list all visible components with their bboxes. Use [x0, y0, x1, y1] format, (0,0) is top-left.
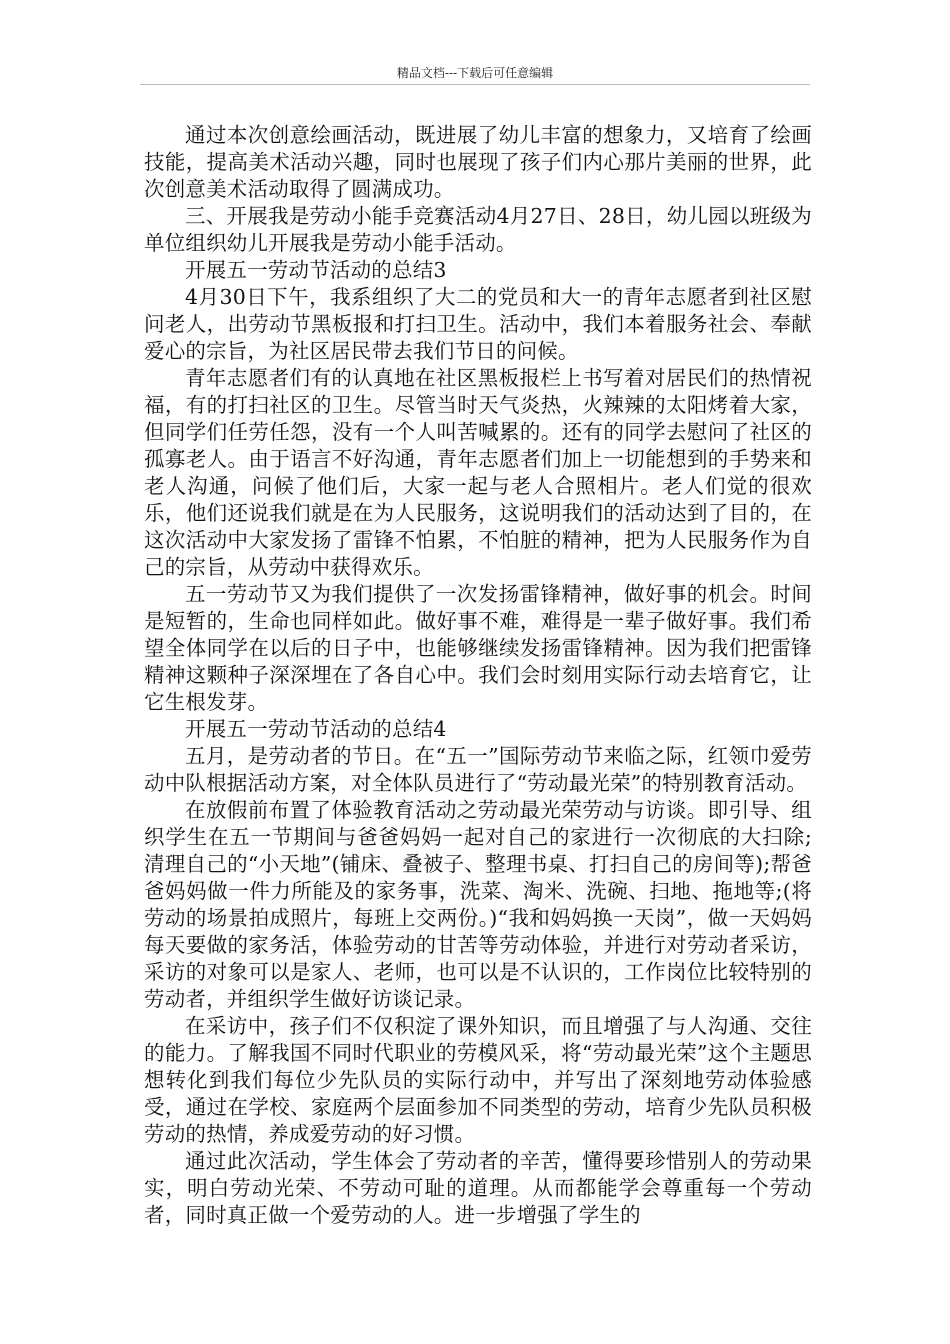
- section-heading-summary-3: 开展五一劳动节活动的总结3: [185, 258, 447, 282]
- paragraph-art-activity-summary: 通过本次创意绘画活动，既进展了幼儿丰富的想象力，又培育了绘画技能，提高美术活动兴趣，同时也展现了孩子们内心那片美丽的世界，此次创意美术活动取得了圆满成功。: [144, 123, 812, 201]
- header-divider: [140, 84, 810, 85]
- paragraph-conclusion: 通过此次活动，学生体会了劳动者的辛苦，懂得要珍惜别人的劳动果实，明白劳动光荣、不劳动可耻的道理。从而都能学会尊重每一个劳动者，同时真正做一个爱劳动的人。进一步增强了学生的: [144, 1149, 812, 1227]
- page-header: 精品文档---下载后可任意编辑: [396, 66, 554, 80]
- paragraph-interviews: 在采访中，孩子们不仅积淀了课外知识，而且增强了与人沟通、交往的能力。了解我国不同时代职业的劳模风采，将“劳动最光荣”这个主题思想转化到我们每位少先队员的实际行动中，并写出了深刻地劳动体验感受，通过在学校、家庭两个层面参加不同类型的劳动，培育少先队员积极劳动的热情，养成爱劳动的好习惯。: [144, 1014, 812, 1146]
- paragraph-volunteers: 青年志愿者们有的认真地在社区黑板报栏上书写着对居民们的热情祝福，有的打扫社区的卫生。尽管当时天气炎热，火辣辣的太阳烤着大家，但同学们任劳任怨，没有一个人叫苦喊累的。还有的同学去慰问了社区的孤寡老人。由于语言不好沟通，青年志愿者们加上一切能想到的手势来和老人沟通，问候了他们后，大家一起与老人合照相片。老人们觉的很欢乐，他们还说我们就是在为人民服务，这说明我们的活动达到了目的，在这次活动中大家发扬了雷锋不怕累，不怕脏的精神，把为人民服务作为自己的宗旨，从劳动中获得欢乐。: [144, 366, 812, 579]
- paragraph-holiday-tasks: 在放假前布置了体验教育活动之劳动最光荣劳动与访谈。即引导、组织学生在五一节期间与爸爸妈妈一起对自己的家进行一次彻底的大扫除;清理自己的“小天地”(铺床、叠被子、整理书桌、打扫自己的房间等);帮爸爸妈妈做一件力所能及的家务事，洗菜、淘米、洗碗、扫地、拖地等;(将劳动的场景拍成照片，每班上交两份。)“我和妈妈换一天岗”，做一天妈妈每天要做的家务活，体验劳动的甘苦等劳动体验，并进行对劳动者采访，采访的对象可以是家人、老师，也可以是不认识的，工作岗位比较特别的劳动者，并组织学生做好访谈记录。: [144, 798, 812, 1011]
- paragraph-april-30-visit: 4月30日下午，我系组织了大二的党员和大一的青年志愿者到社区慰问老人，出劳动节黑板报和打扫卫生。活动中，我们本着服务社会、奉献爱心的宗旨，为社区居民带去我们节日的问候。: [144, 285, 812, 363]
- document-body: [144, 122, 812, 1229]
- paragraph-may-festival: 五月，是劳动者的节日。在“五一”国际劳动节来临之际，红领巾爱劳动中队根据活动方案，对全体队员进行了“劳动最光荣”的特别教育活动。: [144, 744, 812, 795]
- section-heading-summary-4: 开展五一劳动节活动的总结4: [185, 717, 447, 741]
- paragraph-lei-feng-spirit: 五一劳动节又为我们提供了一次发扬雷锋精神，做好事的机会。时间是短暂的，生命也同样如此。做好事不难，难得是一辈子做好事。我们希望全体同学在以后的日子中，也能够继续发扬雷锋精神。因为我们把雷锋精神这颗种子深深埋在了各自心中。我们会时刻用实际行动去培育它，让它生根发芽。: [144, 582, 812, 714]
- paragraph-labor-competition: 三、开展我是劳动小能手竞赛活动4月27日、28日，幼儿园以班级为单位组织幼儿开展我是劳动小能手活动。: [144, 204, 812, 255]
